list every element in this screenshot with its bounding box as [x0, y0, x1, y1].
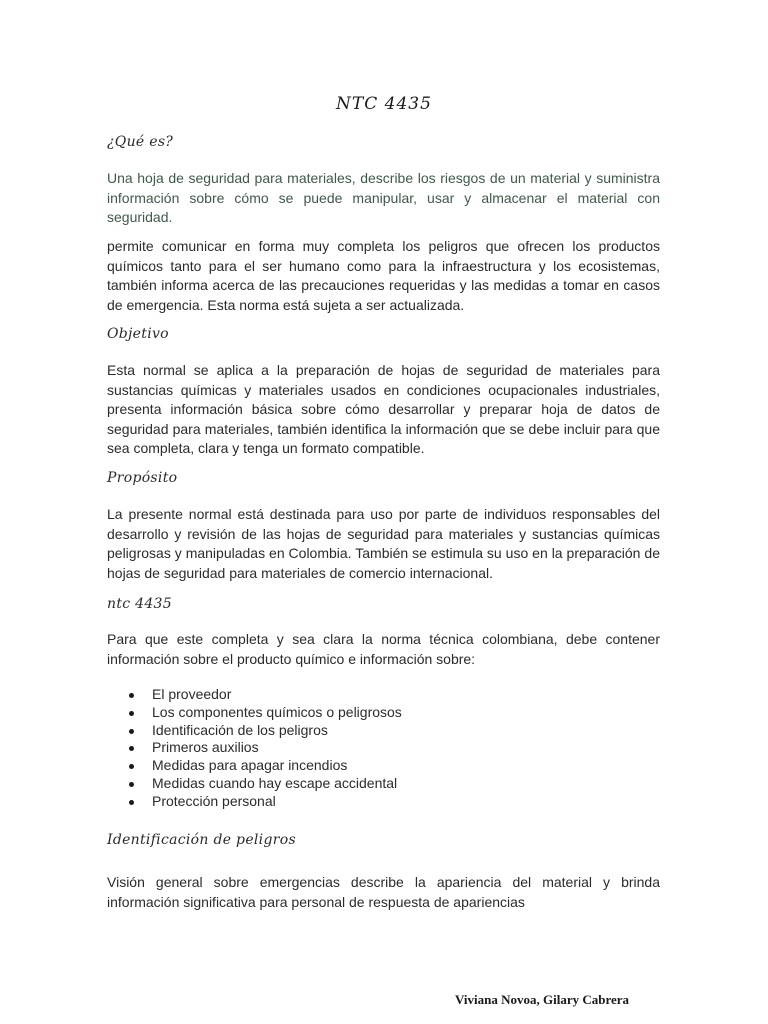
paragraph-identificacion: Visión general sobre emergencias describe la apariencia del material y brinda información significativa para personal de respuesta de apariencias [107, 874, 660, 910]
bullet-icon [129, 746, 134, 751]
paragraph-ntc: Para que este completa y sea clara la norma técnica colombiana, debe contener información sobre el producto químico e información sobre: [107, 631, 660, 667]
bullet-icon [129, 800, 134, 805]
authors-footer: Viviana Novoa, Gilary Cabrera [455, 992, 630, 1007]
heading-ntc: ntc 4435 [107, 596, 172, 612]
list-item: Los componentes químicos o peligrosos [107, 704, 660, 722]
list-item: Primeros auxilios [107, 739, 660, 757]
list-item: Identificación de los peligros [107, 722, 660, 740]
paragraph-objetivo: Esta normal se aplica a la preparación de hojas de seguridad de materiales para sustancias químicas y materiales usados en condiciones ocupacionales industriales, presenta información básica sobre cómo desarrollar y preparar hoja de datos de seguridad para materiales, también identifica la información que se debe incluir para que sea completa, clara y tenga un formato compatible. [107, 362, 660, 457]
list-item: Protección personal [107, 793, 660, 811]
list-item: El proveedor [107, 686, 660, 704]
paragraph-que-es-2: permite comunicar en forma muy completa los peligros que ofrecen los productos químicos tanto para el ser humano como para la infraestructura y los ecosistemas, también informa acerca de las precauciones requeridas y las medidas a tomar en casos de emergencia. Esta norma está sujeta a ser actualizada. [107, 238, 660, 313]
list-item: Medidas para apagar incendios [107, 757, 660, 775]
heading-proposito: Propósito [107, 470, 178, 486]
bullet-icon [129, 764, 134, 769]
document-title: NTC 4435 [336, 94, 432, 114]
bullet-icon [129, 729, 134, 734]
paragraph-que-es-1: Una hoja de seguridad para materiales, describe los riesgos de un material y suministra información sobre cómo se puede manipular, usar y almacenar el material con seguridad. [107, 170, 660, 226]
heading-identificacion: Identificación de peligros [107, 832, 296, 848]
requirements-list [107, 686, 660, 811]
list-item: Medidas cuando hay escape accidental [107, 775, 660, 793]
bullet-icon [129, 711, 134, 716]
paragraph-proposito: La presente normal está destinada para uso por parte de individuos responsables del desarrollo y revisión de las hojas de seguridad para materiales y sustancias químicas peligrosas y manipuladas en Colombia. También se estimula su uso en la preparación de hojas de seguridad para materiales de comercio internacional. [107, 506, 660, 581]
heading-objetivo: Objetivo [107, 326, 169, 342]
bullet-icon [129, 782, 134, 787]
bullet-icon [129, 693, 134, 698]
heading-que-es: ¿Qué es? [107, 134, 174, 150]
